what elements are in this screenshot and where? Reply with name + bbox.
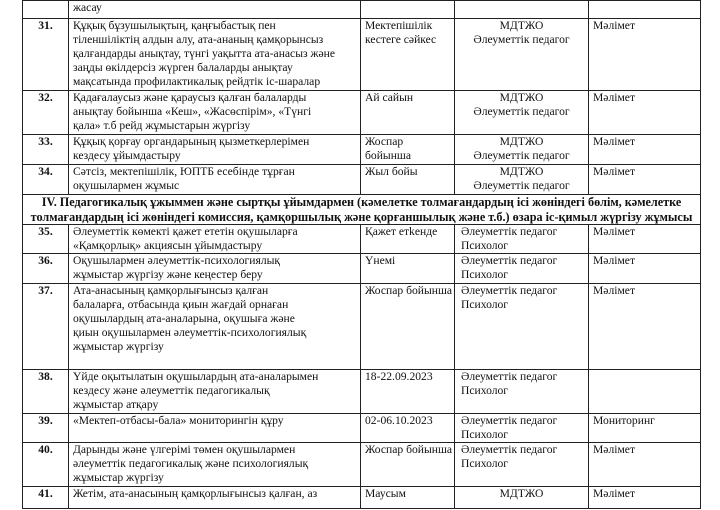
row-number: 36. xyxy=(23,254,69,284)
result-cell: Мәлімет xyxy=(589,91,701,135)
responsible-person: МДТЖО xyxy=(499,487,544,500)
table-row xyxy=(23,370,701,414)
responsible-person: Психолог xyxy=(461,268,509,281)
row-number xyxy=(23,1,69,19)
responsible-person: МДТЖО xyxy=(499,165,544,178)
responsible-cell xyxy=(455,1,589,19)
responsible-person: Психолог xyxy=(461,239,509,252)
term-text-line: Жоспар xyxy=(365,135,404,148)
row-number: 39. xyxy=(23,414,69,443)
term-text-line: Маусым xyxy=(365,487,406,500)
responsible-cell xyxy=(455,443,589,487)
table-row xyxy=(23,1,701,19)
term-text-line: Мектепішілік xyxy=(365,19,433,32)
activity-text-line: әлеуметтік педагогикалық және психологиялық xyxy=(73,457,309,470)
activity-text-line: оқушылардың ата-аналарына, оқушыға және xyxy=(73,312,295,325)
activity-text-line: тіленшіліктің алдын алу, ата-ананың қамқорынсыз xyxy=(73,33,324,46)
activity-cell xyxy=(69,1,361,19)
result-cell: Мәлімет xyxy=(589,254,701,284)
term-cell xyxy=(361,443,455,487)
result-cell: Мәлімет xyxy=(589,225,701,254)
table-body-bottom xyxy=(23,225,701,509)
activity-cell xyxy=(69,370,361,414)
term-cell xyxy=(361,19,455,91)
term-text-line: бойынша xyxy=(365,149,411,162)
activity-text-line: қиын оқушылармен әлеуметтік-психологиялық xyxy=(73,326,307,339)
responsible-person: Әлеуметтік педагог xyxy=(473,179,570,192)
responsible-cell xyxy=(455,414,589,443)
activity-text-line: Құқық бұзушылықтың, қаңғыбастық пен xyxy=(73,19,276,32)
responsible-cell xyxy=(455,284,589,370)
responsible-cell xyxy=(455,91,589,135)
row-number: 33. xyxy=(23,135,69,165)
responsible-cell xyxy=(455,487,589,509)
activity-text-line: балаларға, отбасында қиын жағдай орнаған xyxy=(73,298,289,311)
term-cell xyxy=(361,1,455,19)
activity-text-line: мақсатында профилактикалық рейдтік іс-шаралар xyxy=(73,75,321,88)
responsible-person: МДТЖО xyxy=(499,91,544,104)
activity-text-line: Сәтсіз, мектепішілік, ЮПТБ есебінде тұрған xyxy=(73,165,295,178)
responsible-cell xyxy=(455,165,589,195)
result-cell: Мәлімет xyxy=(589,165,701,195)
row-number: 31. xyxy=(23,19,69,91)
activity-text-line: жұмыстар атқару xyxy=(73,398,159,411)
table-row xyxy=(23,135,701,165)
responsible-cell xyxy=(455,135,589,165)
activity-cell xyxy=(69,91,361,135)
row-number: 35. xyxy=(23,225,69,254)
term-cell xyxy=(361,135,455,165)
row-number: 40. xyxy=(23,443,69,487)
table-row xyxy=(23,443,701,487)
activity-text-line: Үйде оқытылатын оқушылардың ата-аналарымен xyxy=(73,370,319,383)
responsible-person: Әлеуметтік педагог xyxy=(461,284,558,297)
table-row xyxy=(23,414,701,443)
row-number: 32. xyxy=(23,91,69,135)
responsible-person: Әлеуметтік педагог xyxy=(461,225,558,238)
result-cell: Мәлімет xyxy=(589,487,701,509)
activity-text-line: кездесу және әлеуметтік педагогикалық xyxy=(73,384,270,397)
responsible-person: Психолог xyxy=(461,384,509,397)
activity-cell xyxy=(69,225,361,254)
result-cell: Мәлімет xyxy=(589,19,701,91)
result-cell: Мәлімет xyxy=(589,443,701,487)
term-cell xyxy=(361,414,455,443)
activity-text-line: Қадағалаусыз және қараусыз қалған балаларды xyxy=(73,91,307,104)
activity-cell xyxy=(69,414,361,443)
responsible-person: Психолог xyxy=(461,428,509,441)
term-cell xyxy=(361,225,455,254)
activity-text-line: Жетім, ата-анасының қамқорлығынсыз қалған, аз xyxy=(73,487,318,500)
activity-text-line: жұмыстар жүргізу xyxy=(73,471,164,484)
result-cell: Мәлімет xyxy=(589,284,701,370)
responsible-person: МДТЖО xyxy=(499,19,544,32)
activity-text-line: Дарынды және үлгерімі төмен оқушылармен xyxy=(73,443,296,456)
row-number: 38. xyxy=(23,370,69,414)
activity-text-line: жұмыстар жүргізу xyxy=(73,340,164,353)
result-cell: Мәлімет xyxy=(589,135,701,165)
activity-text-line: жасау xyxy=(73,1,102,14)
activity-text-line: «Қамқорлық» акциясын ұйымдастыру xyxy=(73,239,263,252)
activity-cell xyxy=(69,19,361,91)
plan-table xyxy=(22,0,701,509)
activity-cell xyxy=(69,254,361,284)
term-cell xyxy=(361,91,455,135)
responsible-cell xyxy=(455,19,589,91)
term-text-line: Үнемі xyxy=(365,254,396,267)
table-row xyxy=(23,19,701,91)
activity-text-line: Құқық қорғау органдарының қызметкерлерімен xyxy=(73,135,310,148)
table-row xyxy=(23,284,701,370)
responsible-person: Әлеуметтік педагог xyxy=(461,414,558,427)
activity-cell xyxy=(69,284,361,370)
table-row xyxy=(23,487,701,509)
activity-text-line: анықтау бойынша «Кеш», «Жасөспірім», «Түнгі xyxy=(73,105,312,118)
activity-text-line: қалғандарды анықтау, түнгі уақытта ата-анасыз және xyxy=(73,47,335,60)
section-heading xyxy=(23,195,701,225)
section-heading-row xyxy=(23,195,701,225)
table-row xyxy=(23,91,701,135)
table-row xyxy=(23,225,701,254)
term-cell xyxy=(361,370,455,414)
result-cell xyxy=(589,370,701,414)
responsible-person: Әлеуметтік педагог xyxy=(473,105,570,118)
result-cell: Мониторинг xyxy=(589,414,701,443)
term-cell xyxy=(361,165,455,195)
term-text-line: Қажет етkенде xyxy=(365,225,438,238)
activity-cell xyxy=(69,487,361,509)
responsible-person: Әлеуметтік педагог xyxy=(473,33,570,46)
term-text-line: Жыл бойы xyxy=(365,165,418,178)
responsible-person: Психолог xyxy=(461,298,509,311)
responsible-cell xyxy=(455,370,589,414)
row-number: 41. xyxy=(23,487,69,509)
section-heading-line-2: толмағандардың ісі жөніндегі комиссия, қамқоршылық және қорғаншылық және т.б.) өзара іс-қимыл жүргізу жұмысы xyxy=(30,209,693,224)
section-heading-body xyxy=(23,195,701,225)
responsible-person: Әлеуметтік педагог xyxy=(473,149,570,162)
responsible-cell xyxy=(455,225,589,254)
activity-text-line: «Мектеп-отбасы-бала» мониторингін құру xyxy=(73,414,284,427)
responsible-person: МДТЖО xyxy=(499,135,544,148)
responsible-person: Әлеуметтік педагог xyxy=(461,443,558,456)
term-text-line: кестеге сәйкес xyxy=(365,33,437,46)
term-cell xyxy=(361,254,455,284)
term-cell xyxy=(361,487,455,509)
activity-text-line: Оқушылармен әлеуметтік-психологиялық xyxy=(73,254,281,267)
section-heading-line-1: IV. Педагогикалық ұжыммен және сыртқы ұйымдармен (кәмелетке толмағандардың ісі жөніндегі бөлім, кәмелетке xyxy=(41,195,682,209)
activity-cell xyxy=(69,165,361,195)
activity-text-line: кездесу ұйымдастыру xyxy=(73,149,181,162)
result-cell xyxy=(589,1,701,19)
activity-cell xyxy=(69,443,361,487)
activity-text-line: оқушылармен жұмыс xyxy=(73,179,180,192)
table-row xyxy=(23,254,701,284)
responsible-person: Әлеуметтік педагог xyxy=(461,370,558,383)
activity-text-line: заңды өкілдерсіз жүрген балаларды анықтау xyxy=(73,61,293,74)
responsible-cell xyxy=(455,254,589,284)
term-text-line: Жоспар бойынша xyxy=(365,443,453,456)
table-body-top xyxy=(23,1,701,195)
activity-cell xyxy=(69,135,361,165)
term-cell xyxy=(361,284,455,370)
activity-text-line: Әлеуметтік көмекті қажет ететін оқушыларға xyxy=(73,225,298,238)
term-text-line: 18-22.09.2023 xyxy=(365,370,433,383)
row-number: 37. xyxy=(23,284,69,370)
responsible-person: Психолог xyxy=(461,457,509,470)
term-text-line: Жоспар бойынша xyxy=(365,284,453,297)
activity-text-line: қала» т.б рейд жұмыстарын жүргізу xyxy=(73,119,251,132)
row-number: 34. xyxy=(23,165,69,195)
responsible-person: Әлеуметтік педагог xyxy=(461,254,558,267)
term-text-line: 02-06.10.2023 xyxy=(365,414,433,427)
table-row xyxy=(23,165,701,195)
activity-text-line: Ата-анасының қамқорлығынсыз қалған xyxy=(73,284,269,297)
activity-text-line: жұмыстар жүргізу және кеңестер беру xyxy=(73,268,263,281)
term-text-line: Ай сайын xyxy=(365,91,414,104)
